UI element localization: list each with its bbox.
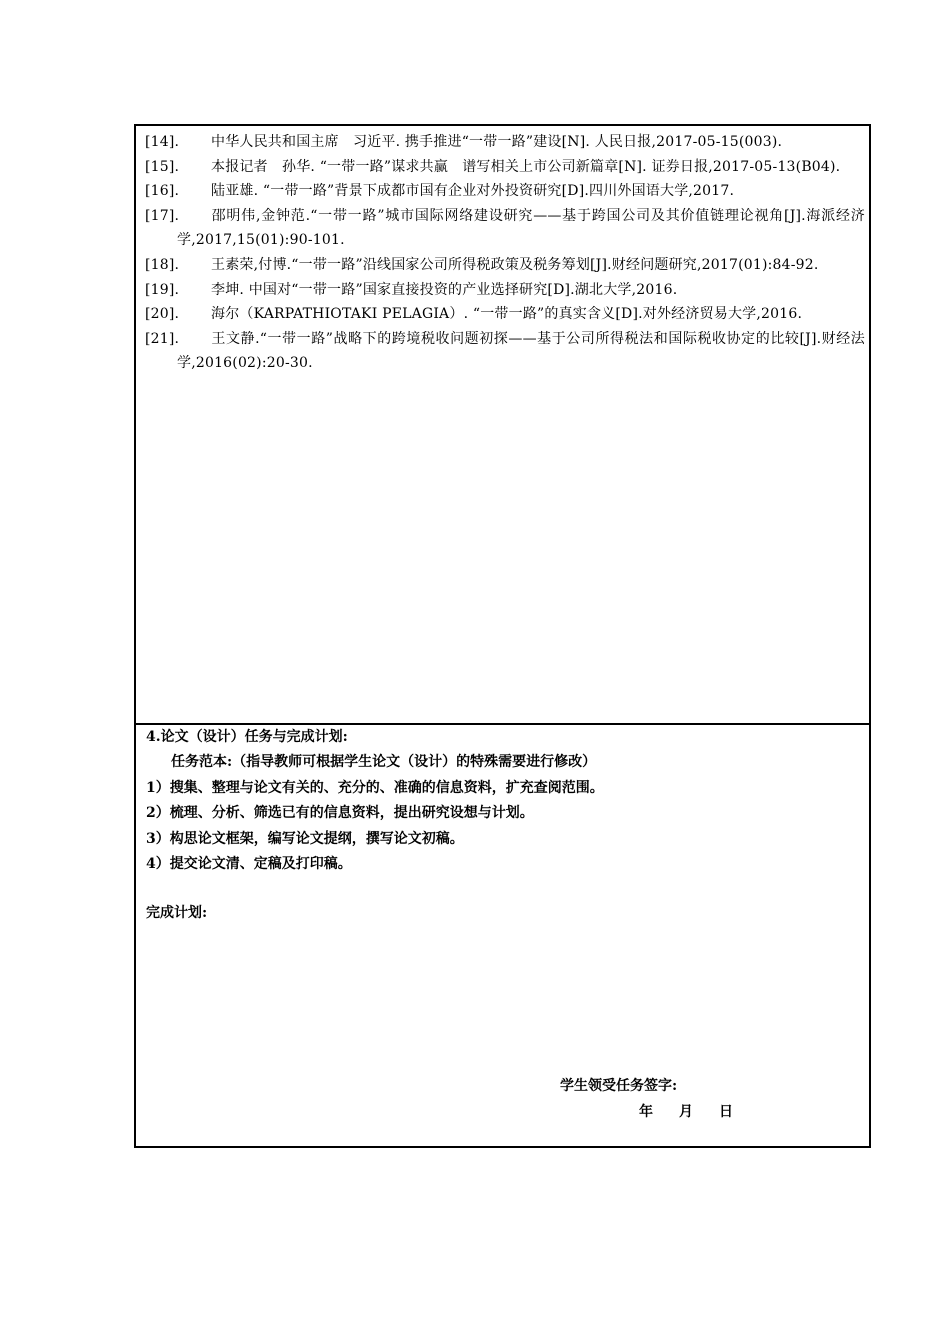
task-content bbox=[146, 725, 861, 877]
reference-number: [21]. bbox=[145, 330, 180, 347]
task-plan-cell bbox=[136, 725, 869, 1146]
reference-list bbox=[145, 130, 865, 376]
reference-number: [15]. bbox=[145, 158, 180, 175]
reference-item bbox=[145, 253, 865, 278]
reference-number: [19]. bbox=[145, 281, 180, 298]
reference-item bbox=[145, 278, 865, 303]
reference-text: 陆亚雄. “一带一路”背景下成都市国有企业对外投资研究[D].四川外国语大学,2017. bbox=[211, 183, 735, 200]
task-item: 4）提交论文清、定稿及打印稿。 bbox=[146, 856, 352, 873]
reference-item bbox=[145, 302, 865, 327]
reference-item bbox=[145, 179, 865, 204]
section-heading: 4.论文（设计）任务与完成计划: bbox=[146, 729, 348, 745]
reference-item bbox=[145, 327, 865, 376]
reference-number: [16]. bbox=[145, 183, 180, 200]
reference-text: 本报记者 孙华. “一带一路”谋求共赢 谱写相关上市公司新篇章[N]. 证券日报,2017-05-13(B04). bbox=[211, 158, 841, 175]
date-month-label: 月 bbox=[679, 1104, 693, 1120]
template-note: 任务范本:（指导教师可根据学生论文（设计）的特殊需要进行修改） bbox=[171, 754, 597, 771]
reference-text: 海尔（KARPATHIOTAKI PELAGIA）. “一带一路”的真实含义[D].对外经济贸易大学,2016. bbox=[211, 306, 803, 323]
task-item: 3）构思论文框架，编写论文提纲，撰写论文初稿。 bbox=[146, 830, 464, 847]
reference-number: [18]. bbox=[145, 256, 180, 273]
reference-number: [20]. bbox=[145, 306, 180, 323]
reference-item bbox=[145, 204, 865, 253]
task-item: 2）梳理、分析、筛选已有的信息资料，提出研究设想与计划。 bbox=[146, 805, 534, 822]
signature-date bbox=[639, 1101, 733, 1121]
reference-text: 王文静.“一带一路”战略下的跨境税收问题初探——基于公司所得税法和国际税收协定的比较[J].财经法学,2016(02):20-30. bbox=[177, 330, 865, 372]
reference-number: [17]. bbox=[145, 207, 180, 224]
reference-text: 邵明伟,金钟范.“一带一路”城市国际网络建设研究——基于跨国公司及其价值链理论视角[J].海派经济学,2017,15(01):90-101. bbox=[177, 207, 865, 249]
date-year-label: 年 bbox=[639, 1104, 653, 1120]
form-table bbox=[134, 124, 871, 1148]
reference-text: 中华人民共和国主席 习近平. 携手推进“一带一路”建设[N]. 人民日报,2017-05-15(003). bbox=[211, 134, 783, 150]
reference-item bbox=[145, 155, 865, 180]
reference-item bbox=[145, 130, 865, 155]
student-signature-label: 学生领受任务签字: bbox=[560, 1078, 678, 1094]
reference-text: 王素荣,付博.“一带一路”沿线国家公司所得税政策及税务筹划[J].财经问题研究,2017(01):84-92. bbox=[211, 256, 819, 273]
references-cell bbox=[136, 126, 869, 725]
reference-number: [14]. bbox=[145, 134, 180, 150]
date-day-label: 日 bbox=[719, 1104, 733, 1120]
task-item: 1）搜集、整理与论文有关的、充分的、准确的信息资料，扩充查阅范围。 bbox=[146, 779, 604, 796]
reference-text: 李坤. 中国对“一带一路”国家直接投资的产业选择研究[D].湖北大学,2016. bbox=[211, 281, 678, 298]
completion-plan-label: 完成计划: bbox=[146, 905, 208, 921]
